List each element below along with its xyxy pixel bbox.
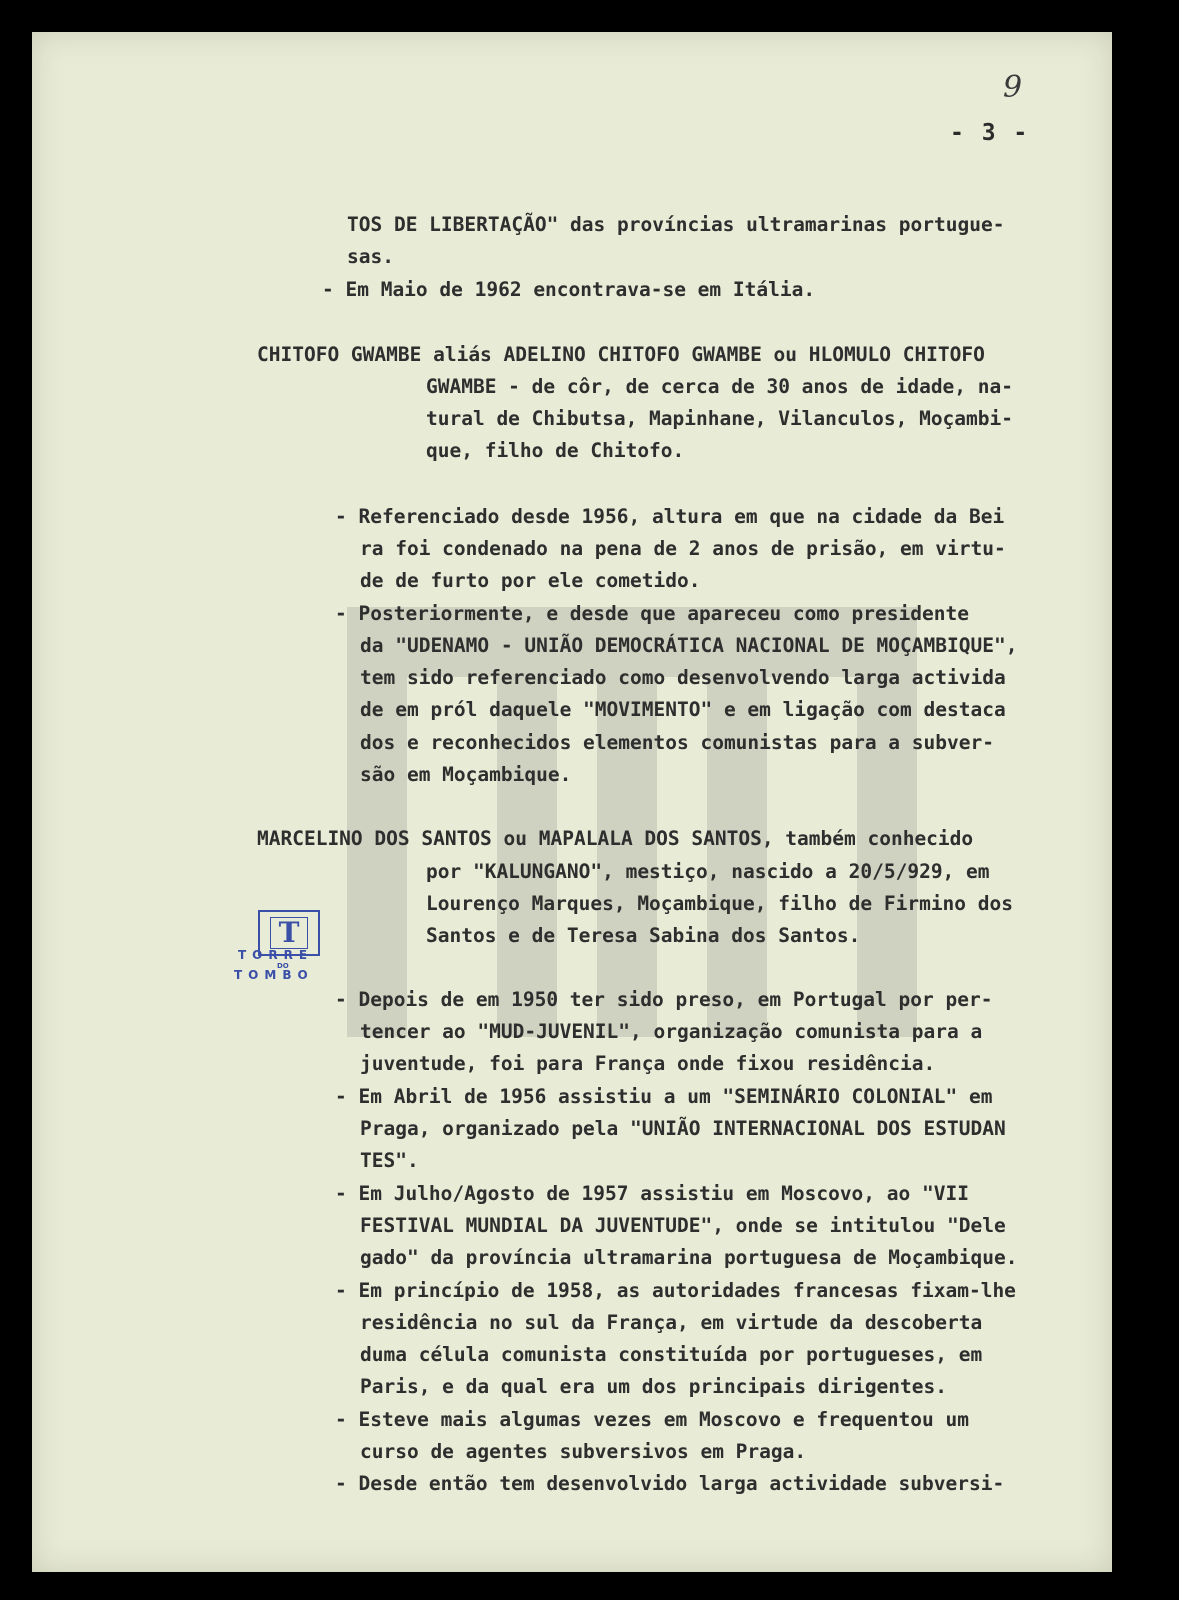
text-line: MARCELINO DOS SANTOS ou MAPALALA DOS SANTOS, também conhecido (257, 827, 974, 850)
text-line: ra foi condenado na pena de 2 anos de prisão, em virtu- (360, 537, 1006, 560)
text-line: TES". (360, 1149, 419, 1172)
text-line: - Desde então tem desenvolvido larga actividade subversi- (335, 1472, 1005, 1495)
text-line: juventude, foi para França onde fixou residência. (360, 1052, 936, 1075)
text-line: dos e reconhecidos elementos comunistas para a subver- (360, 731, 994, 754)
handwritten-folio-number: 9 (1003, 70, 1023, 105)
text-line: Lourenço Marques, Moçambique, filho de Firmino dos (426, 892, 1013, 915)
page-number: - 3 - (950, 120, 1030, 146)
stamp-text-do: DO (277, 962, 289, 970)
text-line: - Depois de em 1950 ter sido preso, em Portugal por per- (335, 988, 993, 1011)
text-line: - Esteve mais algumas vezes em Moscovo e frequentou um (335, 1408, 969, 1431)
text-line: tural de Chibutsa, Mapinhane, Vilanculos, Moçambi- (426, 407, 1013, 430)
text-line: da "UDENAMO - UNIÃO DEMOCRÁTICA NACIONAL DE MOÇAMBIQUE", (360, 634, 1018, 657)
text-line: GWAMBE - de côr, de cerca de 30 anos de idade, na- (426, 375, 1013, 398)
text-line: por "KALUNGANO", mestiço, nascido a 20/5/929, em (426, 860, 990, 883)
stamp-letter: T (270, 917, 308, 949)
text-line: Santos e de Teresa Sabina dos Santos. (426, 924, 861, 947)
text-line: de de furto por ele cometido. (360, 569, 701, 592)
text-line: sas. (347, 245, 394, 268)
text-line: duma célula comunista constituída por portugueses, em (360, 1343, 983, 1366)
text-line: CHITOFO GWAMBE aliás ADELINO CHITOFO GWAMBE ou HLOMULO CHITOFO (257, 343, 985, 366)
text-line: - Posteriormente, e desde que apareceu como presidente (335, 602, 969, 625)
text-line: de em pról daquele "MOVIMENTO" e em ligação com destaca (360, 698, 1006, 721)
text-line: curso de agentes subversivos em Praga. (360, 1440, 807, 1463)
text-line: tencer ao "MUD-JUVENIL", organização comunista para a (360, 1020, 983, 1043)
text-line: - Em Julho/Agosto de 1957 assistiu em Moscovo, ao "VII (335, 1182, 969, 1205)
text-line: que, filho de Chitofo. (426, 439, 685, 462)
text-line: Praga, organizado pela "UNIÃO INTERNACIONAL DOS ESTUDAN (360, 1117, 1006, 1140)
text-line: Paris, e da qual era um dos principais dirigentes. (360, 1375, 947, 1398)
text-line: - Em Abril de 1956 assistiu a um "SEMINÁRIO COLONIAL" em (335, 1085, 993, 1108)
text-line: gado" da província ultramarina portuguesa de Moçambique. (360, 1246, 1018, 1269)
text-line: residência no sul da França, em virtude da descoberta (360, 1311, 983, 1334)
text-line: - Referenciado desde 1956, altura em que na cidade da Bei (335, 505, 1005, 528)
stamp-text-torre: TORRE (238, 948, 314, 962)
text-line: TOS DE LIBERTAÇÃO" das províncias ultramarinas portugue- (347, 213, 1005, 236)
text-line: tem sido referenciado como desenvolvendo larga activida (360, 666, 1006, 689)
text-line: - Em Maio de 1962 encontrava-se em Itália. (322, 278, 816, 301)
text-line: são em Moçambique. (360, 763, 572, 786)
stamp-text-tombo: TOMBO (234, 968, 314, 982)
document-page (32, 32, 1112, 1572)
text-line: - Em princípio de 1958, as autoridades francesas fixam-lhe (335, 1279, 1016, 1302)
text-line: FESTIVAL MUNDIAL DA JUVENTUDE", onde se intitulou "Dele (360, 1214, 1006, 1237)
